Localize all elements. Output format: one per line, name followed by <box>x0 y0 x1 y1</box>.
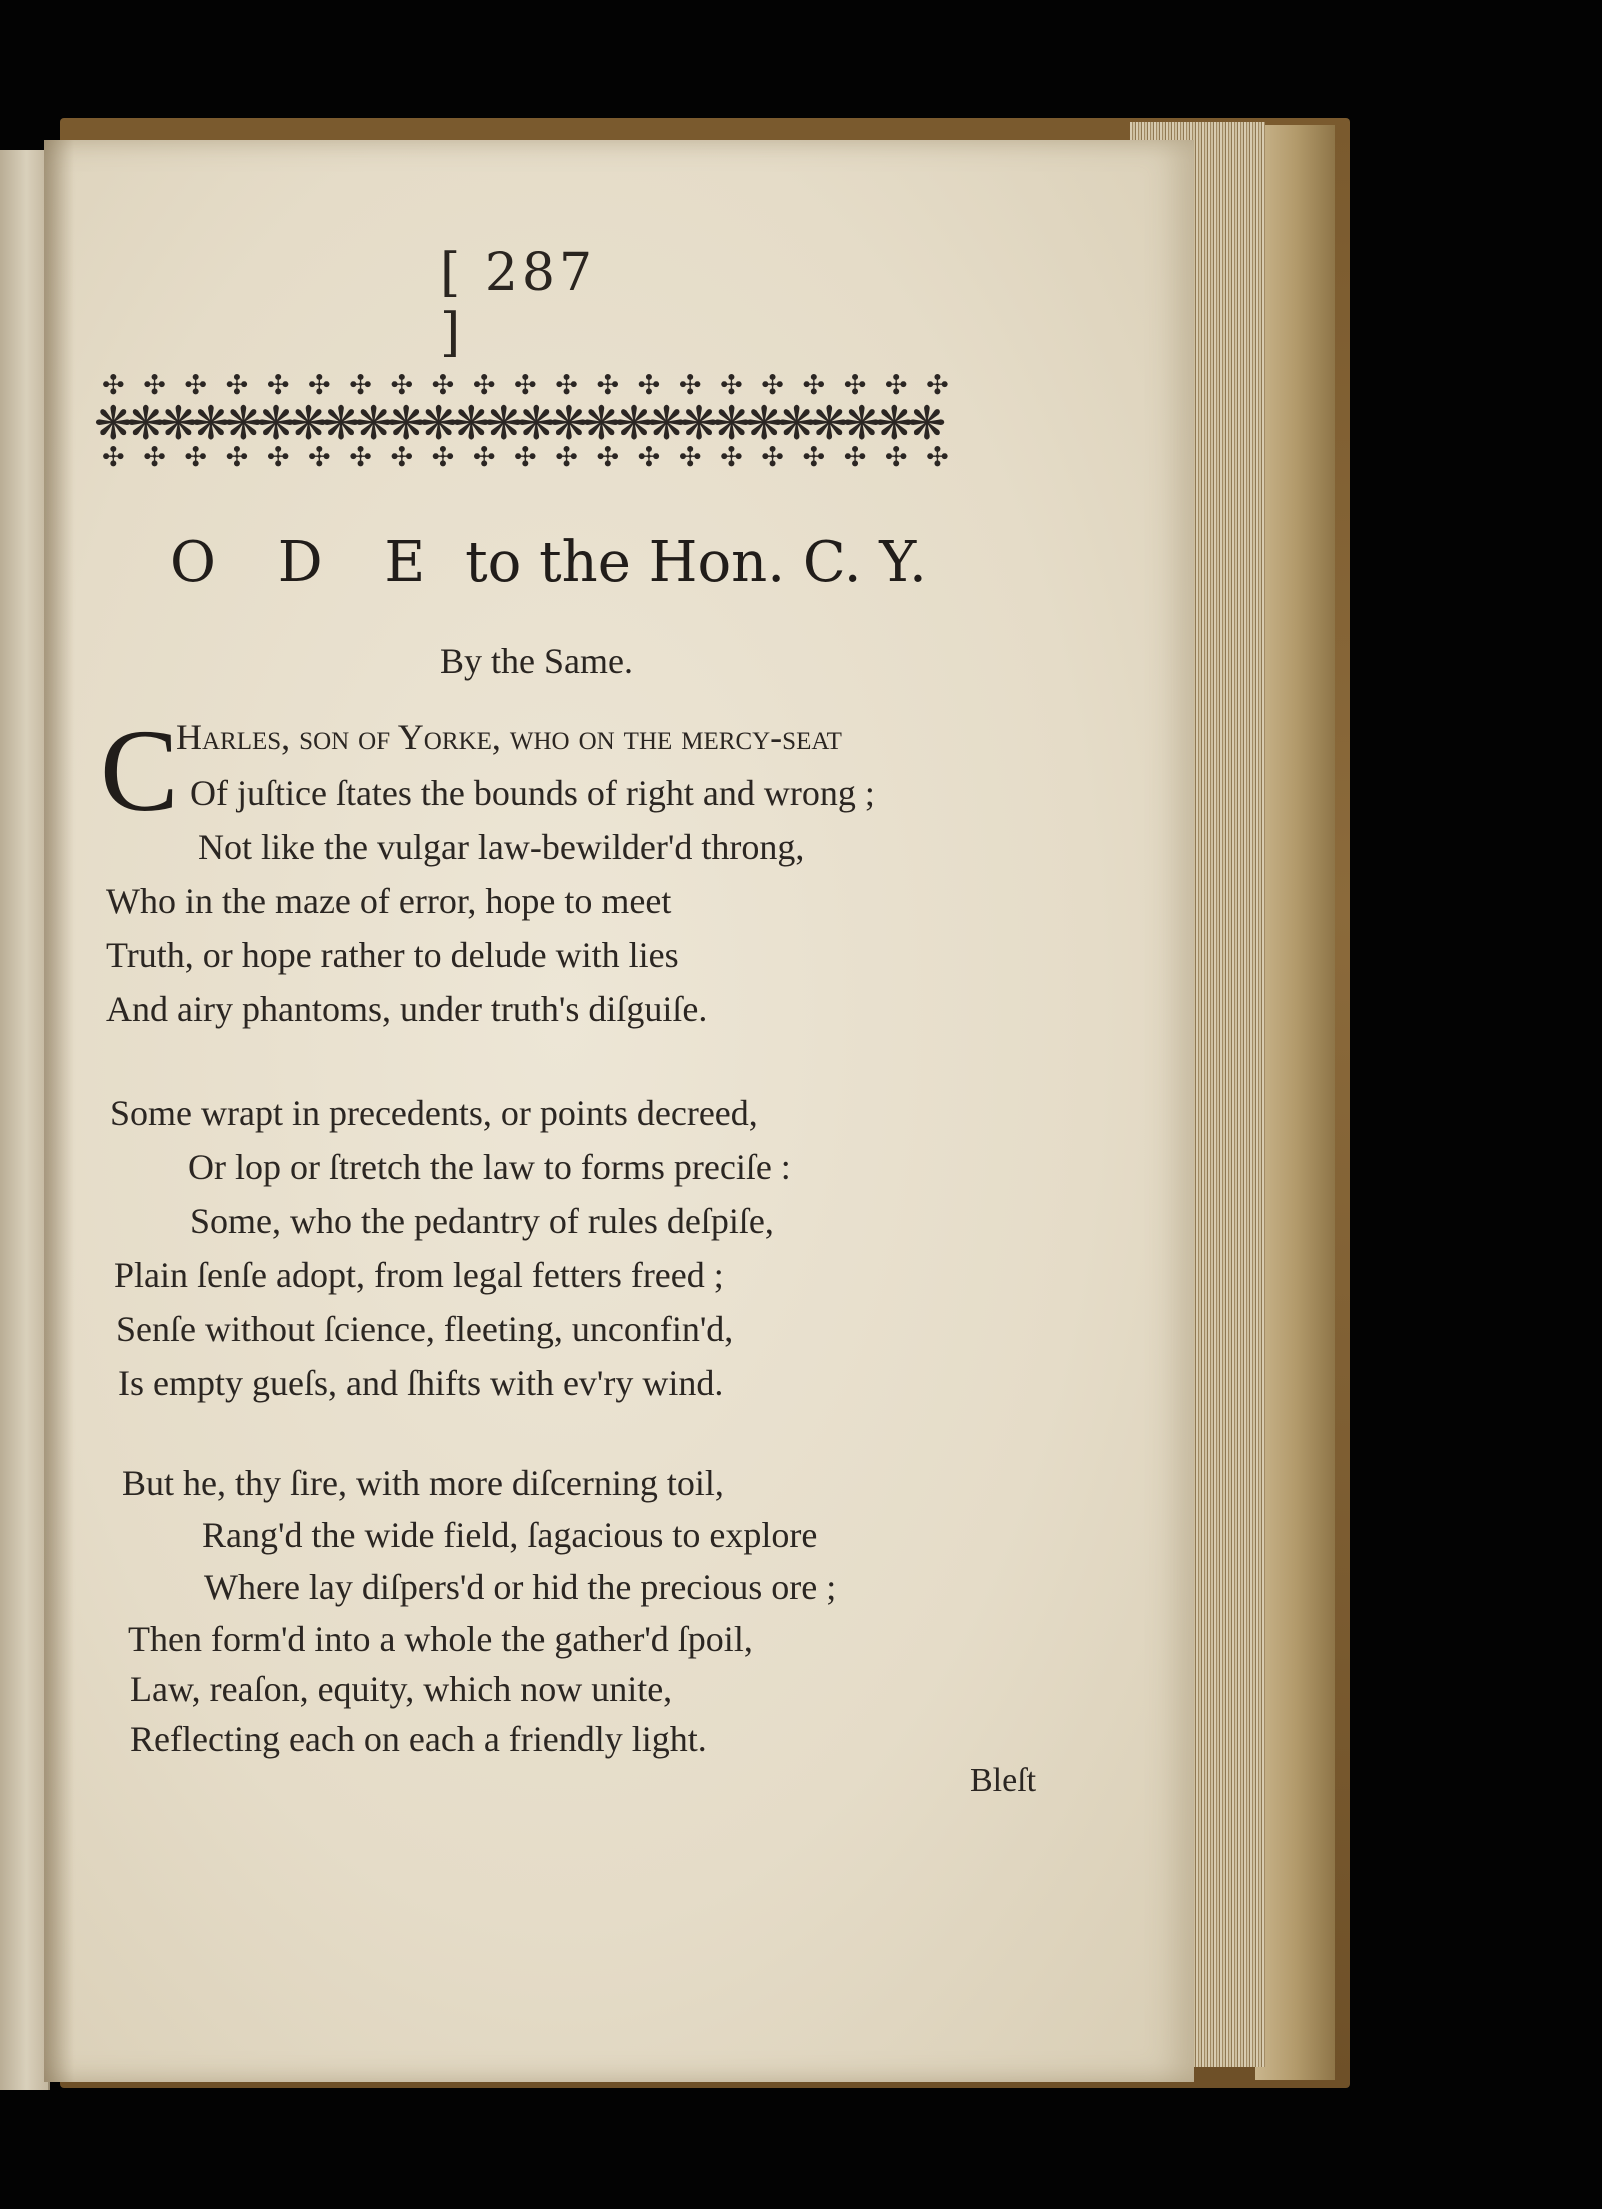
poem-line: Not like the vulgar law-bewilder'd throng, <box>198 827 805 867</box>
poem-line: But he, thy ſire, with more diſcerning toil, <box>122 1463 724 1503</box>
ornamental-headpiece <box>94 372 996 478</box>
poem-line: Who in the maze of error, hope to meet <box>106 881 672 921</box>
poem-line: Is empty gueſs, and ſhifts with ev'ry wind. <box>118 1363 724 1403</box>
gutter-shadow <box>44 140 74 2082</box>
byline: By the Same. <box>440 641 633 681</box>
poem-line: Harles, ſon of Yorke, who on the mercy-ſeat <box>176 717 842 757</box>
poem-line: Law, reaſon, equity, which now unite, <box>130 1669 673 1709</box>
poem-line: Or lop or ſtretch the law to forms preciſe : <box>188 1147 791 1187</box>
poem-line: Where lay diſpers'd or hid the precious ore ; <box>204 1567 837 1607</box>
catchword: Bleſt <box>970 1762 1037 1799</box>
poem-title <box>170 530 927 595</box>
poem-title-ode: O D E <box>170 530 448 595</box>
poem-line: Truth, or hope rather to delude with lies <box>106 935 679 975</box>
poem-line: And airy phantoms, under truth's diſguiſe. <box>106 989 708 1029</box>
poem-line: Rang'd the wide field, ſagacious to explore <box>202 1515 818 1555</box>
poem-line: Some, who the pedantry of rules deſpiſe, <box>190 1201 774 1241</box>
drop-cap: C <box>100 705 179 836</box>
poem-line: Of juſtice ſtates the bounds of right and wrong ; <box>190 773 875 813</box>
book-cover-edge <box>1255 125 1335 2080</box>
poem-title-dedication: to the Hon. C. Y. <box>447 530 927 595</box>
poem-line: Some wrapt in precedents, or points decreed, <box>110 1093 758 1133</box>
poem-line: Plain ſenſe adopt, from legal fetters freed ; <box>114 1255 724 1295</box>
ornament-middle-row: ❋❋❋❋❋❋❋❋❋❋❋❋❋❋❋❋❋❋❋❋❋❋❋❋❋❋ <box>94 396 941 450</box>
ornament-bottom-row: ✣ ✣ ✣ ✣ ✣ ✣ ✣ ✣ ✣ ✣ ✣ ✣ ✣ ✣ ✣ ✣ ✣ ✣ ✣ ✣ ✣ <box>102 442 954 473</box>
poem-line: Senſe without ſcience, fleeting, unconfin'd, <box>116 1309 734 1349</box>
previous-page-sliver <box>0 150 50 2090</box>
page-number: [ 287 ] <box>440 243 597 363</box>
poem-line: Reflecting each on each a friendly light. <box>130 1719 707 1759</box>
poem-line: Then form'd into a whole the gather'd ſpoil, <box>128 1619 753 1659</box>
ornament-top-row: ✣ ✣ ✣ ✣ ✣ ✣ ✣ ✣ ✣ ✣ ✣ ✣ ✣ ✣ ✣ ✣ ✣ ✣ ✣ ✣ ✣ <box>102 372 954 401</box>
